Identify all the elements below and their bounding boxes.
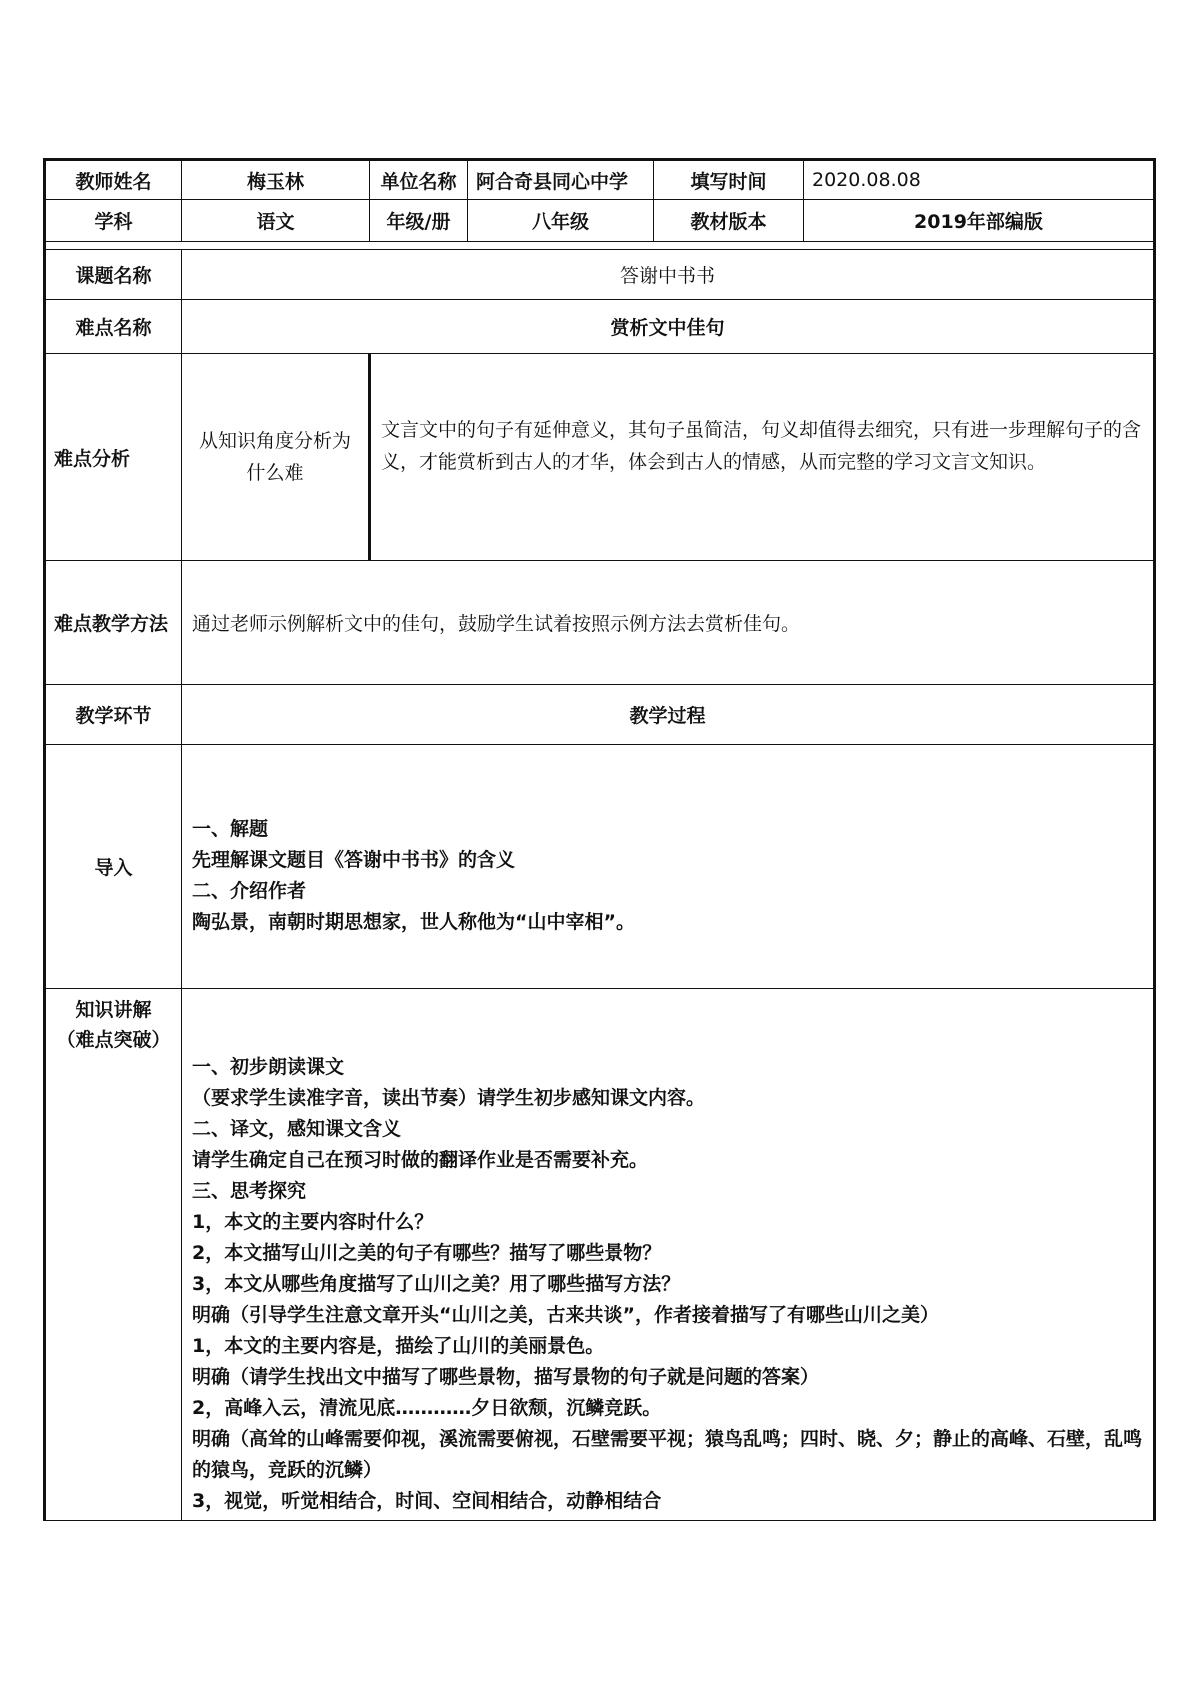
knowledge-label-line1: 知识讲解 [75, 999, 152, 1021]
difficulty-value: 赏析文中佳句 [182, 300, 1155, 354]
knowledge-line: 3，视觉，听觉相结合，时间、空间相结合，动静相结合 [192, 1490, 662, 1512]
knowledge-row [45, 989, 1155, 1521]
knowledge-label-line2: （难点突破） [56, 1029, 171, 1051]
date-label: 填写时间 [654, 160, 804, 200]
knowledge-line: 1，本文的主要内容是，描绘了山川的美丽景色。 [192, 1335, 605, 1357]
knowledge-line: 一、初步朗读课文 [192, 1056, 345, 1078]
intro-line: 一、解题 [192, 817, 269, 840]
intro-line: 陶弘景，南朝时期思想家，世人称他为“山中宰相”。 [192, 910, 635, 933]
process-header-row [45, 685, 1155, 745]
unit-label: 单位名称 [370, 160, 468, 200]
difficulty-row [45, 300, 1155, 354]
grade-label: 年级/册 [370, 200, 468, 242]
knowledge-line: （要求学生读准字音，读出节奏）请学生初步感知课文内容。 [192, 1087, 706, 1109]
spacer-row [45, 242, 1155, 250]
intro-line: 二、介绍作者 [192, 879, 307, 902]
edition-label: 教材版本 [654, 200, 804, 242]
intro-content [182, 745, 1155, 989]
analysis-sub-label: 从知识角度分析为什么难 [182, 354, 370, 561]
edition-value: 2019年部编版 [804, 200, 1155, 242]
knowledge-line: 明确（引导学生注意文章开头“山川之美，古来共谈”，作者接着描写了有哪些山川之美） [192, 1304, 939, 1326]
knowledge-line: 请学生确定自己在预习时做的翻译作业是否需要补充。 [192, 1149, 649, 1171]
knowledge-line: 明确（请学生找出文中描写了哪些景物，描写景物的句子就是问题的答案） [192, 1366, 820, 1388]
knowledge-line: 二、译文，感知课文含义 [192, 1118, 402, 1140]
topic-label: 课题名称 [45, 250, 182, 300]
intro-row [45, 745, 1155, 989]
unit-value: 阿合奇县同心中学 [468, 160, 654, 200]
knowledge-content [182, 989, 1155, 1521]
knowledge-line: 3，本文从哪些角度描写了山川之美？用了哪些描写方法？ [192, 1273, 681, 1295]
process-label: 教学环节 [45, 685, 182, 745]
subject-label: 学科 [45, 200, 182, 242]
spacer-cell [45, 242, 1155, 250]
topic-row [45, 250, 1155, 300]
knowledge-label [45, 989, 182, 1521]
difficulty-label: 难点名称 [45, 300, 182, 354]
analysis-text: 文言文中的句子有延伸意义，其句子虽简洁，句义却值得去细究，只有进一步理解句子的含义，才能赏析到古人的才华，体会到古人的情感，从而完整的学习文言文知识。 [370, 354, 1155, 561]
knowledge-line: 2，高峰入云，清流见底…………夕日欲颓，沉鳞竞跃。 [192, 1397, 662, 1419]
method-text: 通过老师示例解析文中的佳句，鼓励学生试着按照示例方法去赏析佳句。 [182, 561, 1155, 685]
topic-value: 答谢中书书 [182, 250, 1155, 300]
header-row-1 [45, 160, 1155, 200]
method-row [45, 561, 1155, 685]
header-row-2 [45, 200, 1155, 242]
teacher-value: 梅玉林 [182, 160, 370, 200]
subject-value: 语文 [182, 200, 370, 242]
knowledge-line: 1，本文的主要内容时什么？ [192, 1211, 434, 1233]
knowledge-line: 三、思考探究 [192, 1180, 307, 1202]
intro-label: 导入 [45, 745, 182, 989]
date-value: 2020.08.08 [804, 160, 1155, 200]
analysis-label: 难点分析 [45, 354, 182, 561]
analysis-row [45, 354, 1155, 561]
grade-value: 八年级 [468, 200, 654, 242]
process-value: 教学过程 [182, 685, 1155, 745]
method-label: 难点教学方法 [45, 561, 182, 685]
knowledge-line: 明确（高耸的山峰需要仰视，溪流需要俯视，石壁需要平视；猿鸟乱鸣；四时、晓、夕；静止的高峰、石壁，乱鸣的猿鸟，竞跃的沉鳞） [192, 1428, 1143, 1481]
knowledge-line: 2，本文描写山川之美的句子有哪些？描写了哪些景物？ [192, 1242, 662, 1264]
intro-line: 先理解课文题目《答谢中书书》的含义 [192, 848, 516, 871]
lesson-plan-table [43, 158, 1156, 1521]
teacher-label: 教师姓名 [45, 160, 182, 200]
